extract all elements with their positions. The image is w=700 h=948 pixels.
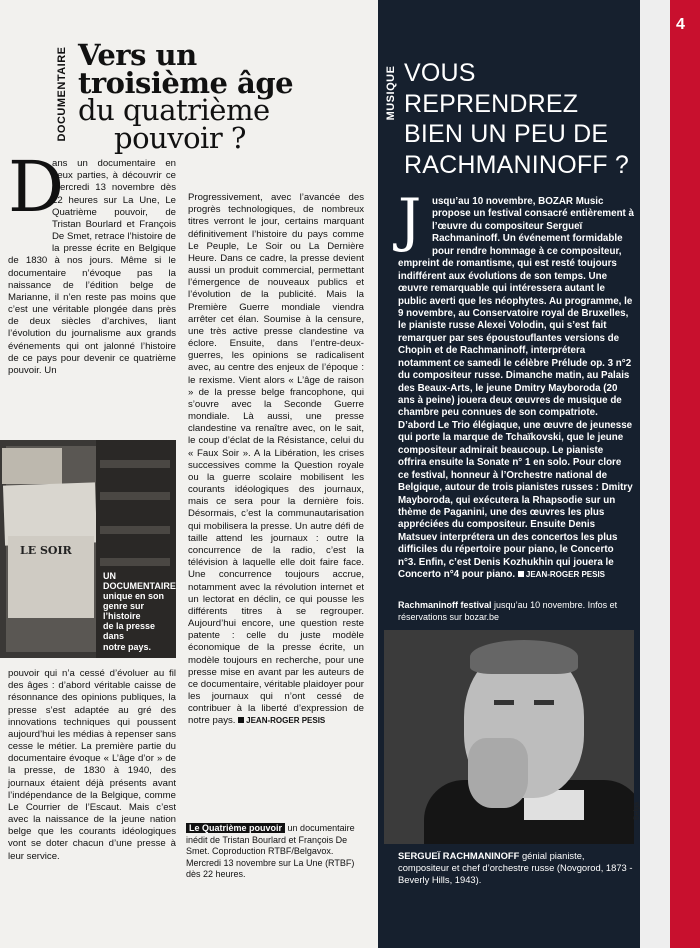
- section-label-documentaire: [52, 44, 72, 144]
- portrait-caption: [398, 850, 636, 887]
- photo-caption: UN DOCUMENTAIRE unique en son genre sur l’histoire de la presse dans notre pays.: [103, 571, 176, 652]
- side-tab: [670, 0, 700, 948]
- col1b-text: pouvoir qui n’a cessé d’évoluer au fil des âges : d’abord véritable caisse de résonnance des opinions publiques, la presse s’est adaptée au gré des innovations techniques qui poussent aujourd’hui les médias à repenser sans cesse le métier. La première partie du documentaire évoque « L’âge d’or » de la presse, de 1830 à 1940, des journaux étaient déjà présents avant l’indépendance de la Belgique, comme Le Courrier de l’Escaut. Mais c’est avec la naissance de la jeune nation belge que les courants idéologiques vont se doter chacun d’une presse à leur service.: [8, 668, 176, 862]
- end-square: [238, 717, 244, 723]
- section-label-musique: [382, 58, 400, 128]
- right-body-text: usqu’au 10 novembre, BOZAR Music propose un festival consacré entièrement à l’œuvre du compositeur Sergueï Rachmaninoff. Un événement formidable pour rendre hommage à ce compositeur, empreint de romantisme, qui est resté toujours indifférent aux évolutions de son temps. Une œuvre remarquable qui intéressera autant le public averti que les néophytes. Au programme, le 9 novembre, au Conservatoire royal de Bruxelles, le pianiste russe Alexei Volodin, qui s’est fait remarquer par ses époustouflantes versions de Chopin et de Rachmaninoff, interprétera notamment ce samedi le célèbre Prélude op. 3 n°2 du compositeur russe. Dimanche matin, au Palais des Beaux-Arts, le jeune Dmitry Mayboroda (20 ans à peine) jouera deux œuvres de musique de chambre peu connues de son compatriote. D’abord Le Trio élégiaque, une œuvre de jeunesse qui porte la marque de Tchaïkovski, que le jeune compositeur admirait beaucoup. Le pianiste offrira ensuite la Sonate n° 1 en solo. Pour clore ce festival, honneur à l’Orchestre national de Belgique, autour de trois pianistes russes : Dmitry Mayboroda, qui exécutera la Rhapsodie sur un thème de Paganini, une des œuvres les plus appréciées du compositeur. Ensuite Denis Matsuev interprétera un des concertos les plus difficiles du répertoire pour piano, le Concerto n°3. Enfin, c’est Denis Kozhukhin qui jouera le Concerto n°4 pour piano.: [398, 196, 634, 581]
- left-article-column-1-continued: [8, 668, 176, 863]
- col1-text: ans un documentaire en deux parties, à découvrir ce mercredi 13 novembre dès 22 heures sur La Une, Le Quatrième pouvoir, de Tristan Bourlard et François De Smet, retrace l’histoire de la presse écrite en Belgique de 1830 à nos jours. Même si le documentaire n’évoque pas la naissance de l’édition belge de Marianne, il n’en reste pas moins que c’est une véritable plongée dans près de deux siècles d’archives, liant l’évolution du journalisme aux grands événements qui ont jalonné l’histoire de ce pays pour devenir ce quatrième pouvoir. Un: [8, 158, 176, 376]
- title-line-1: Vers un: [78, 38, 197, 72]
- left-byline: JEAN-ROGER PESIS: [246, 716, 326, 726]
- title-line-2: troisième âge: [78, 65, 294, 100]
- side-tab-text: 4: [676, 16, 685, 33]
- col2-text: Progressivement, avec l’avancée des progrès technologiques, de nombreux titres verront le jour, certains marquant définitivement l’histoire du pays comme Le Peuple, Le Soir ou La Dernière Heure. Dans ce cadre, la presse devient aussi un produit commercial, permettant l’émergence de nouveaux publics et l’évolution de la publicité. Mais la Première Guerre mondiale viendra arrêter cet élan. Soumise à la censure, une très active presse clandestine va éclore. Ensuite, dans l’entre-deux-guerres, les opinions se radicalisent avec, au centre des enjeux de l’époque : le rexisme. Vient alors « L’âge de raison » de la presse belge francophone, qui s’ouvre avec la Seconde Guerre mondiale. Là aussi, une presse clandestine va renaître avec, on le sait, le coup d’éclat de la Résistance, celui du « Faux Soir ». A la Libération, les crises successives comme la Question royale ou la guerre scolaire mobilisent les courants idéologiques des journaux, mais ce sera pour la dernière fois. Désormais, c’est la communautarisation qui mobilisera la presse. Un autre défi de taille attend les journaux : outre la concurrence de la radio, c’est la télévision à laquelle elle doit faire face. Une concurrence toujours accrue, notamment avec la révolution internet et un lectorat en déclin, ce qui pousse les différents titres à se regrouper. Aujourd’hui encore, une question reste patente : celle du juste modèle économique de la presse écrite, un modèle toujours en recherche, pour une presse mise en avant par les auteurs de ce documentaire, véritable plaidoyer pour les journaux qui n’ont cessé de contribuer à la liberté d’expression de notre pays.: [188, 192, 364, 727]
- photo-credit: Belga: [633, 802, 641, 820]
- caption-name: SERGUEÏ RACHMANINOFF: [398, 850, 520, 861]
- festival-name: Rachmaninoff festival: [398, 600, 492, 610]
- left-article-column-1: [8, 146, 176, 377]
- left-article-column-2: [188, 192, 364, 728]
- title-line-3: du quatrième: [78, 93, 270, 128]
- right-article-title: [404, 58, 634, 180]
- dropcap-d: D: [8, 146, 65, 228]
- caption-text: génial pianiste, compositeur et chef d’orchestre russe (Novgorod, 1873 - Beverly Hills, 1943).: [398, 850, 633, 886]
- photo-sign-le-soir: LE SOIR: [20, 544, 72, 557]
- title-r-line-3: RACHMANINOFF ?: [404, 150, 630, 179]
- infobox-tag: Le Quatrième pouvoir: [186, 823, 285, 833]
- festival-info: [398, 600, 634, 623]
- title-r-line-1: VOUS REPRENDREZ: [404, 59, 579, 118]
- infobox-text: un documentaire inédit de Tristan Bourlard et François De Smet. Coproduction RTBF/Belgavox. Mercredi 13 novembre sur La Une (RTBF) dès 22 heures.: [186, 823, 355, 880]
- left-article-title: [78, 38, 338, 155]
- right-article-body: [398, 186, 634, 582]
- title-line-4: pouvoir ?: [114, 120, 246, 155]
- title-r-line-2: BIEN UN PEU DE: [404, 120, 609, 148]
- rachmaninoff-portrait: [384, 630, 634, 844]
- end-square-right: [518, 571, 524, 577]
- right-byline: JEAN-ROGER PESIS: [525, 570, 606, 580]
- festival-details: jusqu’au 10 novembre. Infos et réservations sur bozar.be: [398, 600, 618, 622]
- dropcap-j: J: [398, 186, 422, 254]
- section-label-text-musique: MUSIQUE: [385, 65, 397, 121]
- documentary-infobox: [186, 823, 366, 881]
- section-label-text: DOCUMENTAIRE: [56, 46, 68, 142]
